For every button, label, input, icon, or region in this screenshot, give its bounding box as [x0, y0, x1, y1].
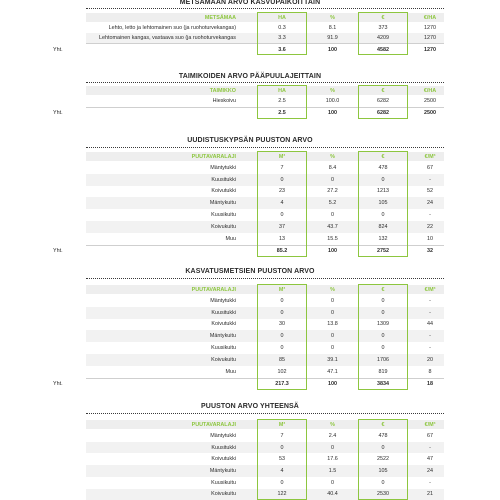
value-cell: 0 [381, 212, 385, 219]
row-label: Mäntykuitu [209, 200, 236, 207]
row-label: Koivutukki [211, 321, 236, 328]
column-header-value: € [381, 14, 385, 21]
total-label: Yht. [53, 248, 63, 255]
percent-cell: 0 [331, 345, 334, 352]
amount-column-highlight [257, 12, 307, 55]
column-header-label: PUUTAVARALAJI [191, 286, 236, 293]
unit-value-cell: 22 [427, 223, 433, 230]
row-label: Lehtomainen kangas, vastaava suo (ja ruohoturvekangas [99, 35, 236, 42]
amount-cell: 37 [279, 223, 285, 230]
amount-column-highlight [257, 85, 307, 119]
total-percent: 100 [328, 248, 337, 255]
section-title: PUUSTON ARVO YHTEENSÄ [201, 403, 299, 410]
title-divider [86, 8, 444, 9]
column-header-amount: M³ [278, 421, 286, 428]
value-column-highlight [358, 12, 408, 55]
amount-cell: 4 [280, 200, 284, 207]
amount-cell: 0 [280, 479, 284, 486]
percent-cell: 0 [331, 309, 334, 316]
table-row [0, 442, 500, 454]
unit-value-cell: - [429, 297, 431, 304]
total-amount: 3.6 [278, 46, 286, 53]
value-column-highlight [358, 284, 408, 390]
row-label: Koivukuitu [211, 356, 236, 363]
table-row [0, 162, 500, 174]
amount-cell: 0 [280, 297, 284, 304]
table-row [0, 197, 500, 209]
title-divider [86, 147, 444, 148]
value-cell: 478 [378, 432, 388, 439]
value-cell: 1706 [377, 356, 389, 363]
percent-cell: 0 [331, 212, 334, 219]
total-label: Yht. [53, 110, 63, 116]
total-unit-value: 32 [427, 248, 433, 255]
unit-value-cell: 1270 [424, 25, 436, 32]
row-label: Lehto, letto ja lehtomainen suo (ja ruohoturvekangas) [108, 25, 236, 32]
unit-value-cell: - [429, 309, 431, 316]
column-header-percent: % [330, 153, 335, 160]
amount-cell: 122 [277, 491, 287, 498]
total-percent: 100 [328, 46, 337, 53]
column-header-amount: M³ [278, 153, 286, 160]
header-row [0, 152, 500, 161]
table-row [0, 23, 500, 33]
table-row [0, 342, 500, 354]
value-cell: 819 [378, 368, 388, 375]
percent-cell: 47.1 [327, 368, 338, 375]
value-cell: 0 [381, 333, 385, 340]
percent-cell: 2.4 [328, 432, 337, 439]
row-label: Mäntykuitu [209, 467, 236, 474]
unit-value-cell: 10 [427, 235, 433, 242]
total-value: 2752 [377, 248, 389, 255]
column-header-value: € [381, 87, 385, 94]
amount-cell: 102 [277, 368, 287, 375]
table-row [0, 307, 500, 319]
unit-value-cell: 1270 [424, 35, 436, 42]
total-label: Yht. [53, 381, 63, 388]
table-row [0, 96, 500, 107]
value-cell: 0 [381, 479, 385, 486]
column-header-label: TAIMIKKO [209, 87, 236, 94]
percent-cell: 0 [331, 479, 334, 486]
amount-column-highlight [257, 419, 307, 500]
table-row [0, 465, 500, 477]
row-label: Kuusikuitu [211, 479, 236, 486]
total-unit-value: 1270 [424, 46, 436, 53]
table-row [0, 186, 500, 198]
column-header-label: METSÄMAA [204, 14, 236, 21]
row-label: Mäntytukki [210, 164, 236, 171]
unit-value-cell: 67 [427, 432, 433, 439]
column-header-value: € [381, 153, 385, 160]
total-amount: 2.5 [278, 110, 286, 116]
amount-cell: 30 [279, 321, 285, 328]
amount-cell: 0 [280, 176, 284, 183]
column-header-label: PUUTAVARALAJI [191, 153, 236, 160]
column-header-unit-value: €/M³ [424, 286, 436, 293]
row-label: Mäntytukki [210, 297, 236, 304]
table-row [0, 430, 500, 442]
value-cell: 0 [381, 444, 385, 451]
row-label: Kuusitukki [211, 176, 236, 183]
value-cell: 0 [381, 176, 385, 183]
section-title: TAIMIKOIDEN ARVO PÄÄPUULAJEITTAIN [178, 73, 322, 80]
percent-cell: 0 [331, 176, 334, 183]
table-row [0, 366, 500, 378]
total-unit-value: 2500 [424, 110, 436, 116]
percent-cell: 0 [331, 297, 334, 304]
unit-value-cell: - [429, 479, 431, 486]
total-value: 3834 [377, 381, 389, 388]
total-row [0, 45, 500, 54]
amount-cell: 85 [279, 356, 285, 363]
title-divider [86, 413, 444, 414]
unit-value-cell: 24 [427, 467, 433, 474]
column-header-unit-value: €/HA [423, 87, 437, 94]
amount-cell: 0 [280, 333, 284, 340]
column-header-amount: HA [278, 87, 286, 94]
row-label: Kuusikuitu [211, 345, 236, 352]
percent-cell: 91.9 [327, 35, 338, 42]
amount-cell: 53 [279, 456, 285, 463]
value-cell: 824 [378, 223, 388, 230]
table-row [0, 453, 500, 465]
table-row [0, 221, 500, 233]
table-row [0, 33, 500, 43]
unit-value-cell: 21 [427, 491, 433, 498]
value-column-highlight [358, 151, 408, 257]
value-column-highlight [358, 419, 408, 500]
percent-cell: 100.0 [325, 98, 340, 105]
unit-value-cell: 24 [427, 200, 433, 207]
percent-cell: 27.2 [327, 188, 338, 195]
value-cell: 2530 [377, 491, 389, 498]
percent-cell: 5.2 [328, 200, 337, 207]
amount-cell: 7 [280, 432, 284, 439]
table-row [0, 295, 500, 307]
section-title: METSÄMAAN ARVO KASVUPAIKOITTAIN [179, 0, 321, 6]
column-header-amount: M³ [278, 286, 286, 293]
table-row [0, 477, 500, 489]
unit-value-cell: - [429, 345, 431, 352]
total-unit-value: 18 [427, 381, 433, 388]
row-label: Muu [225, 368, 236, 375]
unit-value-cell: - [429, 444, 431, 451]
header-row [0, 86, 500, 95]
row-label: Koivukuitu [211, 223, 236, 230]
total-percent: 100 [328, 381, 337, 388]
total-value: 4582 [377, 46, 389, 53]
amount-column-highlight [257, 151, 307, 257]
column-header-percent: % [330, 87, 335, 94]
header-row [0, 13, 500, 22]
column-header-value: € [381, 286, 385, 293]
value-cell: 373 [378, 25, 388, 32]
amount-cell: 0.3 [278, 25, 286, 32]
value-cell: 0 [381, 345, 385, 352]
percent-cell: 39.1 [327, 356, 338, 363]
row-label: Hieskoivu [212, 98, 236, 105]
table-row [0, 319, 500, 331]
total-amount: 217.3 [275, 381, 289, 388]
value-cell: 0 [381, 297, 385, 304]
table-row [0, 174, 500, 186]
percent-cell: 8.1 [328, 25, 337, 32]
total-amount: 85.2 [276, 248, 288, 255]
header-row [0, 420, 500, 429]
percent-cell: 13.8 [327, 321, 338, 328]
table-row [0, 330, 500, 342]
row-label: Koivutukki [211, 188, 236, 195]
percent-cell: 43.7 [327, 223, 338, 230]
unit-value-cell: 8 [428, 368, 432, 375]
row-label: Muu [225, 235, 236, 242]
unit-value-cell: 20 [427, 356, 433, 363]
amount-cell: 2.5 [278, 98, 286, 105]
percent-cell: 17.6 [327, 456, 338, 463]
value-cell: 6282 [377, 98, 389, 105]
unit-value-cell: 47 [427, 456, 433, 463]
amount-cell: 0 [280, 345, 284, 352]
table-row [0, 354, 500, 366]
column-header-unit-value: €/M³ [424, 421, 436, 428]
unit-value-cell: - [429, 212, 431, 219]
amount-cell: 23 [279, 188, 285, 195]
percent-cell: 1.5 [328, 467, 337, 474]
amount-cell: 0 [280, 309, 284, 316]
row-label: Kuusikuitu [211, 212, 236, 219]
column-header-value: € [381, 421, 385, 428]
value-cell: 0 [381, 309, 385, 316]
section-title: KASVATUSMETSIEN PUUSTON ARVO [185, 268, 315, 275]
column-header-percent: % [330, 14, 335, 21]
amount-cell: 0 [280, 212, 284, 219]
total-row [0, 109, 500, 118]
unit-value-cell: 52 [427, 188, 433, 195]
row-label: Mäntytukki [210, 432, 236, 439]
row-label: Kuusitukki [211, 444, 236, 451]
table-row [0, 209, 500, 221]
value-cell: 1309 [377, 321, 389, 328]
section-title: UUDISTUSKYPSÄN PUUSTON ARVO [187, 137, 313, 144]
row-label: Mäntykuitu [209, 333, 236, 340]
percent-cell: 0 [331, 444, 334, 451]
column-header-percent: % [330, 421, 335, 428]
row-label: Kuusitukki [211, 309, 236, 316]
value-cell: 132 [378, 235, 388, 242]
percent-cell: 40.4 [327, 491, 338, 498]
amount-cell: 3.3 [278, 35, 286, 42]
percent-cell: 8.4 [328, 164, 337, 171]
unit-value-cell: 2500 [424, 98, 436, 105]
unit-value-cell: 44 [427, 321, 433, 328]
title-divider [86, 278, 444, 279]
unit-value-cell: - [429, 176, 431, 183]
amount-cell: 7 [280, 164, 284, 171]
value-cell: 105 [378, 200, 388, 207]
amount-column-highlight [257, 284, 307, 390]
column-header-amount: HA [278, 14, 286, 21]
amount-cell: 4 [280, 467, 284, 474]
header-row [0, 285, 500, 294]
table-row [0, 233, 500, 245]
value-cell: 1213 [377, 188, 389, 195]
column-header-unit-value: €/M³ [424, 153, 436, 160]
percent-cell: 15.5 [327, 235, 338, 242]
value-cell: 105 [378, 467, 388, 474]
row-label: Koivutukki [211, 456, 236, 463]
value-column-highlight [358, 85, 408, 119]
value-cell: 2522 [377, 456, 389, 463]
value-cell: 4209 [377, 35, 389, 42]
title-divider [86, 82, 444, 83]
total-percent: 100 [328, 110, 337, 116]
column-header-percent: % [330, 286, 335, 293]
total-row [0, 247, 500, 256]
total-value: 6282 [377, 110, 389, 116]
percent-cell: 0 [331, 333, 334, 340]
row-label: Koivukuitu [211, 491, 236, 498]
amount-cell: 0 [280, 444, 284, 451]
unit-value-cell: - [429, 333, 431, 340]
column-header-unit-value: €/HA [423, 14, 437, 21]
column-header-label: PUUTAVARALAJI [191, 421, 236, 428]
total-row [0, 380, 500, 389]
table-row [0, 489, 500, 500]
amount-cell: 13 [279, 235, 285, 242]
value-cell: 478 [378, 164, 388, 171]
total-label: Yht. [53, 46, 63, 53]
unit-value-cell: 67 [427, 164, 433, 171]
